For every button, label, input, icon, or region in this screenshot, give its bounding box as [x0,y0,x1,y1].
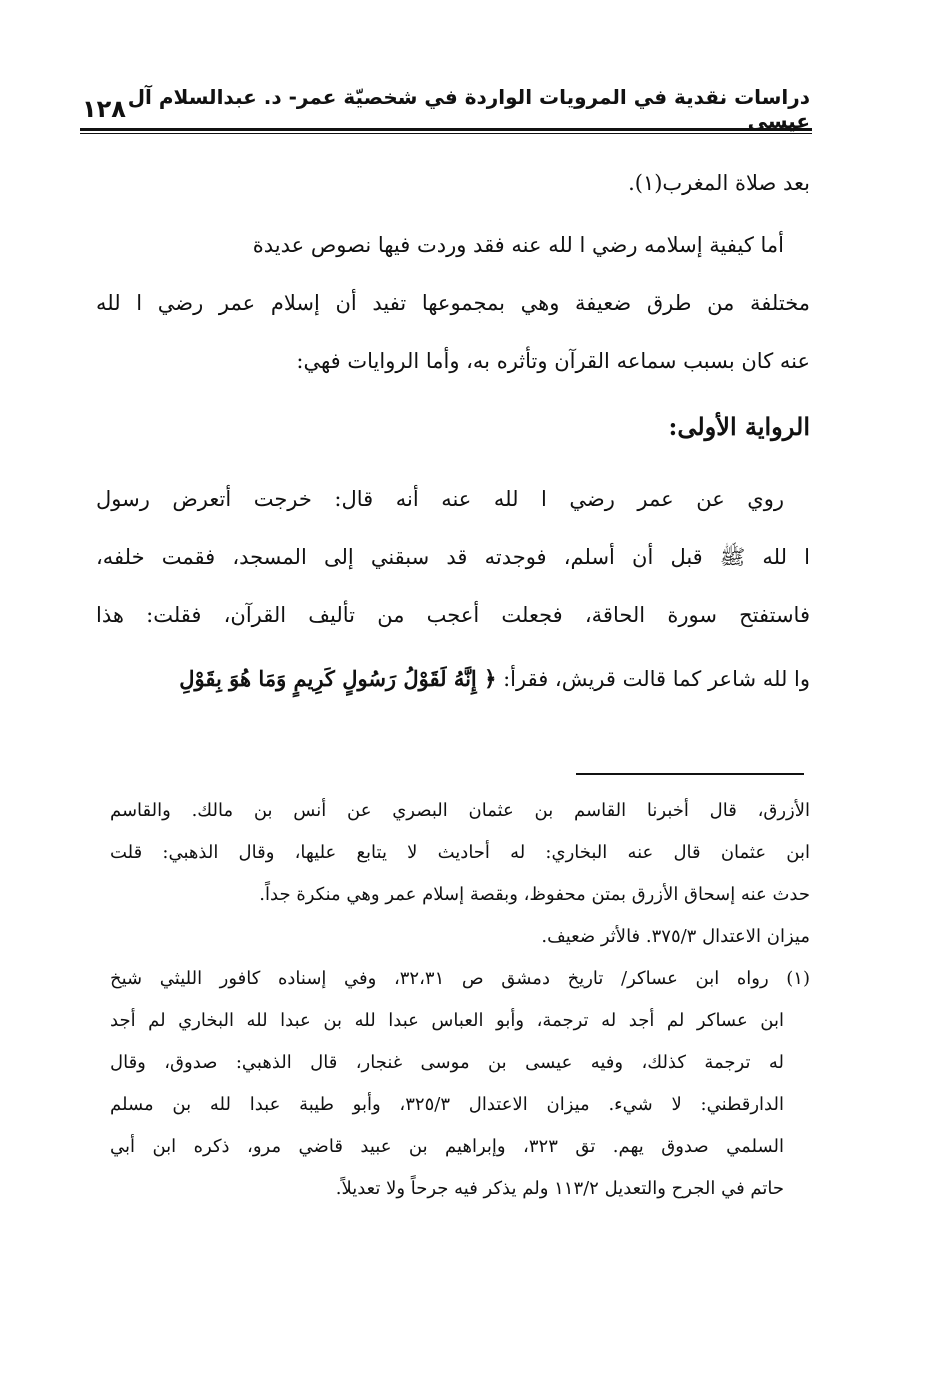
running-header [82,85,810,133]
body-line-8 [179,664,810,694]
footnote-1-line-5: السلمي صدوق يهم. تق ٣٢٣، وإبراهيم بن عبيد قاضي مرو، ذكره ابن أبي [110,1136,785,1157]
footnote-rule [576,773,804,775]
footnote-cont-line-3: حدث عنه إسحاق الأزرق بمتن محفوظ، وبقصة إسلام عمر وهي منكرة جداً. [259,884,810,905]
body-line-7: فاستفتح سورة الحاقة، فجعلت أعجب من تأليف القرآن، فقلت: هذا [96,603,810,627]
footnote-cont-line-1: الأزرق، قال أخبرنا القاسم بن عثمان البصري عن أنس بن مالك. والقاسم [110,800,810,821]
quran-verse: ﴿ إِنَّهُ لَقَوْلُ رَسُولٍ كَرِيمٍ وَمَا هُوَ بِقَوْلِ [179,666,497,691]
footnote-1-line-6: حاتم في الجرح والتعديل ١١٣/٢ ولم يذكر فيه جرحاً ولا تعديلاً. [335,1178,784,1199]
body-line-6: ا لله ﷺ قبل أن أسلم، فوجدته قد سبقني إلى المسجد، فقمت خلفه، [96,545,810,569]
page-number: ١٢٨ [82,95,126,123]
footnote-cont-line-2: ابن عثمان قال عنه البخاري: له أحاديث لا يتابع عليها، وقال الذهبي: قلت [110,842,810,863]
body-line-4: عنه كان بسبب سماعه القرآن وتأثره به، وأما الروايات فهي: [296,349,810,373]
body-line-3: مختلفة من طرق ضعيفة وهي بمجموعها تفيد أن إسلام عمر رضي ا لله [96,291,810,315]
footnote-cont-line-4: ميزان الاعتدال ٣٧٥/٣. فالأثر ضعيف. [541,926,810,947]
body-line-5: روي عن عمر رضي ا لله عنه أنه قال: خرجت أتعرض رسول [96,487,784,511]
footnote-1-line-2: ابن عساكر لم أجد له ترجمة، وأبو العباس عبدا لله بن عبدا لله البخاري لم أجد [110,1010,784,1031]
footnote-1-line-3: له ترجمة كذلك، وفيه عيسى بن موسى غنجار، قال الذهبي: صدوق، وقال [110,1052,784,1073]
header-title: دراسات نقدية في المرويات الواردة في شخصيّة عمر- د. عبدالسلام آل عيسى [127,85,810,133]
footnote-1-line-1: (١) رواه ابن عساكر/ تاريخ دمشق ص ٣٢،٣١، وفي إسناده كافور الليثي شيخ [110,968,810,989]
section-heading: الرواية الأولى: [668,412,810,441]
footnote-1-line-4: الدارقطني: لا شيء. ميزان الاعتدال ٣٢٥/٣، وأبو طيبة عبدا لله بن مسلم [110,1094,784,1115]
body-line-1: بعد صلاة المغرب(١). [628,171,810,195]
body-line-2: أما كيفية إسلامه رضي ا لله عنه فقد وردت فيها نصوص عديدة [252,233,784,257]
header-rule [80,128,812,134]
body-line-8-text: وا لله شاعر كما قالت قريش، فقرأ: [503,667,810,691]
